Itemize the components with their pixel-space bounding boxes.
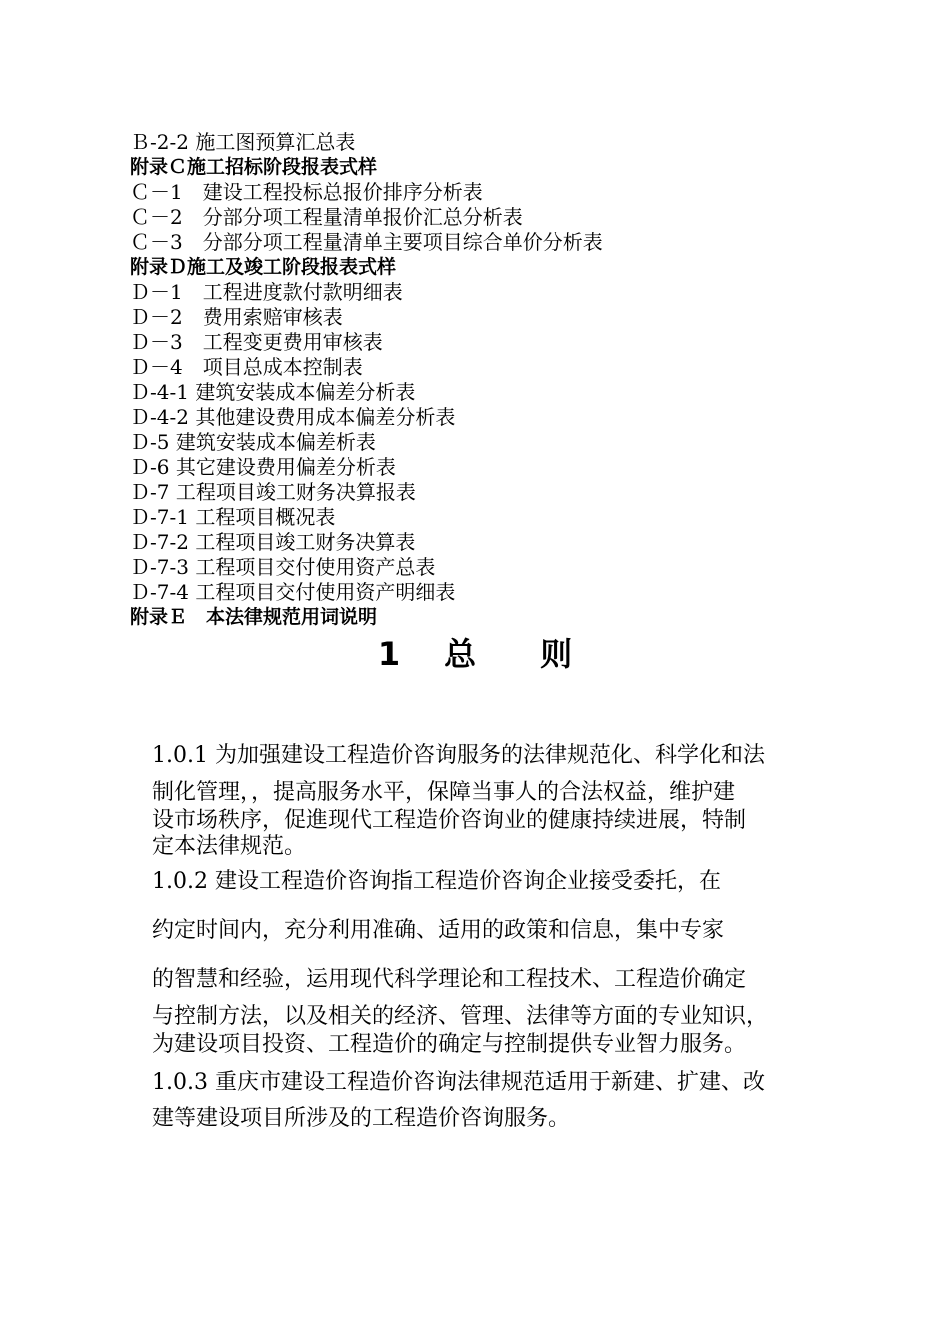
paragraph-line: 1.0.1 为加强建设工程造价咨询服务的法律规范化、科学化和法: [152, 743, 765, 768]
toc-entry: Ｃ－1 建设工程投标总报价排序分析表: [130, 180, 483, 204]
chapter-title-part2: 则: [540, 635, 573, 673]
paragraph-line: 的智慧和经验，运用现代科学理论和工程技术、工程造价确定: [152, 967, 747, 992]
paragraph-line: 为建设项目投资、工程造价的确定与控制提供专业智力服务。: [152, 1032, 747, 1057]
paragraph-line: 建等建设项目所涉及的工程造价咨询服务。: [152, 1106, 571, 1131]
paragraph-line: 设市场秩序，促進现代工程造价咨询业的健康持续进展，特制: [152, 808, 747, 833]
paragraph-line: 制化管理，，提高服务水平，保障当事人的合法权益，维护建: [152, 780, 736, 805]
paragraph-line: 1.0.2 建设工程造价咨询指工程造价咨询企业接受委托，在: [152, 869, 721, 894]
toc-entry: Ｄ－3 工程变更费用审核表: [130, 330, 383, 354]
paragraph-line: 1.0.3 重庆市建设工程造价咨询法律规范适用于新建、扩建、改: [152, 1070, 765, 1095]
toc-entry: Ｄ-5 建筑安装成本偏差析表: [130, 430, 376, 454]
toc-entry: Ｄ-7-4 工程项目交付使用资产明细表: [130, 580, 456, 604]
toc-entry: Ｄ－1 工程进度款付款明细表: [130, 280, 403, 304]
chapter-title-part1: 总: [444, 635, 477, 673]
toc-entry: Ｂ-2-2 施工图预算汇总表: [130, 130, 356, 154]
toc-entry: Ｃ－2 分部分项工程量清单报价汇总分析表: [130, 205, 523, 229]
toc-appendix-heading: 附录Ｃ施工招标阶段报表式样: [130, 156, 378, 178]
toc-entry: Ｄ－4 项目总成本控制表: [130, 355, 363, 379]
toc-appendix-heading: 附录Ｅ 本法律规范用词说明: [130, 606, 378, 628]
paragraph-line: 约定时间内，充分利用准确、适用的政策和信息，集中专家: [152, 918, 725, 943]
toc-entry: Ｄ-7-3 工程项目交付使用资产总表: [130, 555, 436, 579]
toc-entry: Ｄ-6 其它建设费用偏差分析表: [130, 455, 396, 479]
toc-entry: Ｄ-7-1 工程项目概况表: [130, 505, 336, 529]
toc-entry: Ｄ-4-1 建筑安装成本偏差分析表: [130, 380, 416, 404]
toc-entry: Ｃ－3 分部分项工程量清单主要项目综合单价分析表: [130, 230, 603, 254]
toc-entry: Ｄ－2 费用索赔审核表: [130, 305, 343, 329]
paragraph-line: 定本法律规范。: [152, 834, 307, 859]
toc-entry: Ｄ-7 工程项目竣工财务决算报表: [130, 480, 416, 504]
chapter-title: [0, 632, 950, 676]
chapter-number: 1: [377, 635, 401, 673]
toc-appendix-heading: 附录Ｄ施工及竣工阶段报表式样: [130, 256, 397, 278]
paragraph-line: 与控制方法，以及相关的经济、管理、法律等方面的专业知识，: [152, 1004, 769, 1029]
toc-entry: Ｄ-4-2 其他建设费用成本偏差分析表: [130, 405, 456, 429]
toc-entry: Ｄ-7-2 工程项目竣工财务决算表: [130, 530, 416, 554]
